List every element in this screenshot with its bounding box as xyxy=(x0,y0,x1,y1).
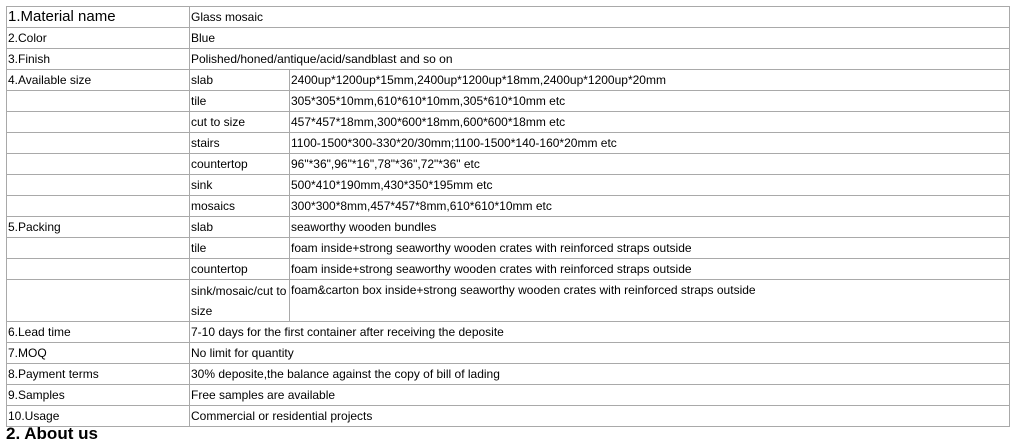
size-value-mosaics: 300*300*8mm,457*457*8mm,610*610*10mm etc xyxy=(290,196,1010,217)
row-size-slab xyxy=(7,70,1010,91)
row-size-countertop xyxy=(7,154,1010,175)
empty-cell xyxy=(7,175,190,196)
empty-cell xyxy=(7,154,190,175)
size-type-tile: tile xyxy=(190,91,290,112)
packing-value-countertop: foam inside+strong seaworthy wooden crates with reinforced straps outside xyxy=(290,259,1010,280)
packing-type-sink-mosaic: sink/mosaic/cut to size xyxy=(190,280,290,322)
empty-cell xyxy=(7,238,190,259)
material-name-label: 1.Material name xyxy=(7,7,190,28)
size-value-cut-to-size: 457*457*18mm,300*600*18mm,600*600*18mm etc xyxy=(290,112,1010,133)
color-label: 2.Color xyxy=(7,28,190,49)
row-usage xyxy=(7,406,1010,427)
row-lead-time xyxy=(7,322,1010,343)
section-heading: 2. About us xyxy=(6,424,98,443)
row-packing-tile xyxy=(7,238,1010,259)
packing-value-slab: seaworthy wooden bundles xyxy=(290,217,1010,238)
material-name-value: Glass mosaic xyxy=(190,7,1010,28)
size-value-tile: 305*305*10mm,610*610*10mm,305*610*10mm etc xyxy=(290,91,1010,112)
samples-label: 9.Samples xyxy=(7,385,190,406)
usage-value: Commercial or residential projects xyxy=(190,406,1010,427)
size-type-sink: sink xyxy=(190,175,290,196)
color-value: Blue xyxy=(190,28,1010,49)
packing-value-sink-mosaic: foam&carton box inside+strong seaworthy wooden crates with reinforced straps outside xyxy=(290,280,1010,322)
empty-cell xyxy=(7,112,190,133)
row-packing-countertop xyxy=(7,259,1010,280)
packing-type-countertop: countertop xyxy=(190,259,290,280)
empty-cell xyxy=(7,280,190,322)
finish-label: 3.Finish xyxy=(7,49,190,70)
specification-table xyxy=(6,6,1010,427)
row-payment-terms xyxy=(7,364,1010,385)
row-size-sink xyxy=(7,175,1010,196)
row-samples xyxy=(7,385,1010,406)
size-value-sink: 500*410*190mm,430*350*195mm etc xyxy=(290,175,1010,196)
packing-label: 5.Packing xyxy=(7,217,190,238)
size-type-cut-to-size: cut to size xyxy=(190,112,290,133)
empty-cell xyxy=(7,196,190,217)
size-type-slab: slab xyxy=(190,70,290,91)
packing-type-slab: slab xyxy=(190,217,290,238)
row-size-cut-to-size xyxy=(7,112,1010,133)
empty-cell xyxy=(7,133,190,154)
row-size-stairs xyxy=(7,133,1010,154)
size-type-countertop: countertop xyxy=(190,154,290,175)
size-value-slab: 2400up*1200up*15mm,2400up*1200up*18mm,2400up*1200up*20mm xyxy=(290,70,1010,91)
samples-value: Free samples are available xyxy=(190,385,1010,406)
usage-label: 10.Usage xyxy=(7,406,190,427)
lead-time-label: 6.Lead time xyxy=(7,322,190,343)
empty-cell xyxy=(7,91,190,112)
size-type-mosaics: mosaics xyxy=(190,196,290,217)
row-packing-sink-mosaic xyxy=(7,280,1010,322)
available-size-label: 4.Available size xyxy=(7,70,190,91)
lead-time-value: 7-10 days for the first container after receiving the deposite xyxy=(190,322,1010,343)
row-packing-slab xyxy=(7,217,1010,238)
packing-value-tile: foam inside+strong seaworthy wooden crates with reinforced straps outside xyxy=(290,238,1010,259)
row-color xyxy=(7,28,1010,49)
moq-label: 7.MOQ xyxy=(7,343,190,364)
row-moq xyxy=(7,343,1010,364)
row-size-tile xyxy=(7,91,1010,112)
packing-type-tile: tile xyxy=(190,238,290,259)
size-type-stairs: stairs xyxy=(190,133,290,154)
payment-terms-value: 30% deposite,the balance against the copy of bill of lading xyxy=(190,364,1010,385)
row-finish xyxy=(7,49,1010,70)
size-value-stairs: 1100-1500*300-330*20/30mm;1100-1500*140-160*20mm etc xyxy=(290,133,1010,154)
row-size-mosaics xyxy=(7,196,1010,217)
finish-value: Polished/honed/antique/acid/sandblast and so on xyxy=(190,49,1010,70)
moq-value: No limit for quantity xyxy=(190,343,1010,364)
empty-cell xyxy=(7,259,190,280)
size-value-countertop: 96"*36",96"*16",78"*36",72"*36" etc xyxy=(290,154,1010,175)
row-material-name xyxy=(7,7,1010,28)
payment-terms-label: 8.Payment terms xyxy=(7,364,190,385)
